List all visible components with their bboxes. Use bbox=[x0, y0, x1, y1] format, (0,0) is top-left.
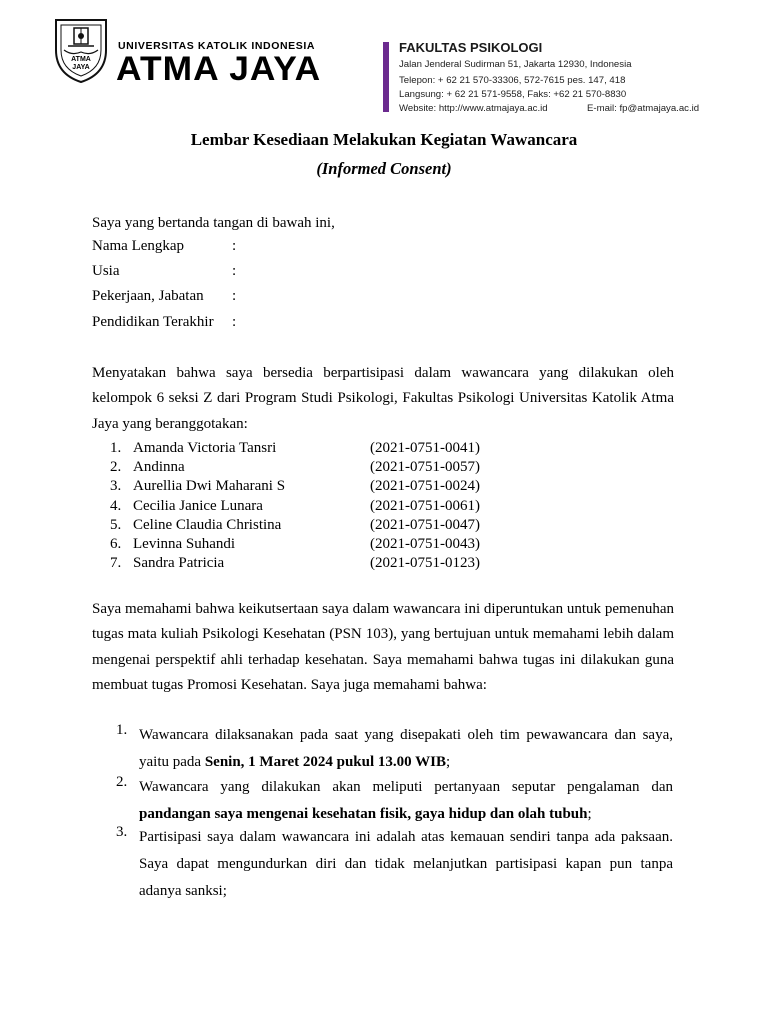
member-name: Aurellia Dwi Maharani S bbox=[133, 478, 286, 494]
member-id: (2021-0751-0043) bbox=[370, 536, 480, 552]
member-name: Andinna bbox=[133, 459, 185, 475]
list-item-number: 5. bbox=[110, 517, 122, 533]
member-name: Sandra Patricia bbox=[133, 555, 225, 571]
list-item-number: 3. bbox=[116, 824, 128, 840]
member-id: (2021-0751-0041) bbox=[370, 440, 480, 456]
university-logo bbox=[50, 16, 112, 84]
consent-point: Wawancara dilaksanakan pada saat yang disepakati oleh tim pewawancara dan saya, yaitu pada Senin, 1 Maret 2024 pukul 13.00 WIB; bbox=[139, 727, 673, 770]
list-item-number: 3. bbox=[110, 478, 122, 494]
field-colon: : bbox=[232, 314, 237, 330]
member-id: (2021-0751-0123) bbox=[370, 555, 480, 571]
field-colon: : bbox=[232, 263, 237, 279]
member-name: Cecilia Janice Lunara bbox=[133, 498, 263, 514]
member-name: Levinna Suhandi bbox=[133, 536, 236, 552]
consent-point: Partisipasi saya dalam wawancara ini adalah atas kemauan sendiri tanpa ada paksaan. Saya dapat mengundurkan diri dan tidak melanjutkan partisipasi kapan pun tanpa adanya sanksi; bbox=[139, 829, 673, 899]
member-id: (2021-0751-0024) bbox=[370, 478, 480, 494]
member-name: Celine Claudia Christina bbox=[133, 517, 282, 533]
faculty-title: FAKULTAS PSIKOLOGI bbox=[399, 40, 543, 55]
field-colon: : bbox=[232, 288, 237, 304]
member-id: (2021-0751-0061) bbox=[370, 498, 480, 514]
document-title: Lembar Kesediaan Melakukan Kegiatan Wawancara bbox=[190, 130, 578, 149]
logo-text: ATMA JAYA bbox=[71, 56, 91, 71]
faculty-direct-line: Langsung: + 62 21 571-9558, Faks: +62 21 570-8830 bbox=[399, 89, 627, 100]
statement-paragraph: Menyatakan bahwa saya bersedia berpartisipasi dalam wawancara yang dilakukan oleh kelompok 6 seksi Z dari Program Studi Psikologi, Fakultas Psikologi Universitas Katolik Atma Jaya yang beranggotakan: bbox=[92, 365, 674, 432]
intro-text: Saya yang bertanda tangan di bawah ini, bbox=[92, 215, 335, 231]
list-item-number: 2. bbox=[110, 459, 122, 475]
member-id: (2021-0751-0047) bbox=[370, 517, 480, 533]
list-item-number: 2. bbox=[116, 774, 128, 790]
faculty-email: E-mail: fp@atmajaya.ac.id bbox=[587, 103, 700, 114]
field-colon: : bbox=[232, 238, 237, 254]
list-item-number: 7. bbox=[110, 555, 122, 571]
consent-point: Wawancara yang dilakukan akan meliputi pertanyaan seputar pengalaman dan pandangan saya mengenai kesehatan fisik, gaya hidup dan olah tubuh; bbox=[139, 779, 673, 822]
field-label-age: Usia bbox=[92, 263, 120, 279]
faculty-website: Website: http://www.atmajaya.ac.id bbox=[399, 103, 548, 114]
understanding-paragraph: Saya memahami bahwa keikutsertaan saya dalam wawancara ini diperuntukan untuk pemenuhan tugas mata kuliah Psikologi Kesehatan (PSN 103), yang bertujuan untuk memahami lebih dalam mengenai perspektif ahli terhadap kesehatan. Saya memahami bahwa tugas ini dilakukan guna membuat tugas Promosi Kesehatan. Saya juga memahami bahwa: bbox=[92, 601, 674, 693]
faculty-phone: Telepon: + 62 21 570-33306, 572-7615 pes. 147, 418 bbox=[399, 75, 626, 86]
university-big-name: ATMA JAYA bbox=[116, 50, 322, 88]
member-name: Amanda Victoria Tansri bbox=[133, 440, 277, 456]
list-item-number: 4. bbox=[110, 498, 122, 514]
field-label-education: Pendidikan Terakhir bbox=[92, 314, 214, 330]
list-item-number: 1. bbox=[116, 722, 128, 738]
field-label-name: Nama Lengkap bbox=[92, 238, 185, 254]
member-id: (2021-0751-0057) bbox=[370, 459, 480, 475]
document-subtitle: (Informed Consent) bbox=[316, 159, 452, 178]
field-label-occupation: Pekerjaan, Jabatan bbox=[92, 288, 204, 304]
list-item-number: 6. bbox=[110, 536, 122, 552]
list-item-number: 1. bbox=[110, 440, 122, 456]
header-divider bbox=[383, 42, 389, 112]
faculty-address: Jalan Jenderal Sudirman 51, Jakarta 12930, Indonesia bbox=[399, 59, 632, 70]
university-small-name: UNIVERSITAS KATOLIK INDONESIA bbox=[118, 40, 316, 52]
